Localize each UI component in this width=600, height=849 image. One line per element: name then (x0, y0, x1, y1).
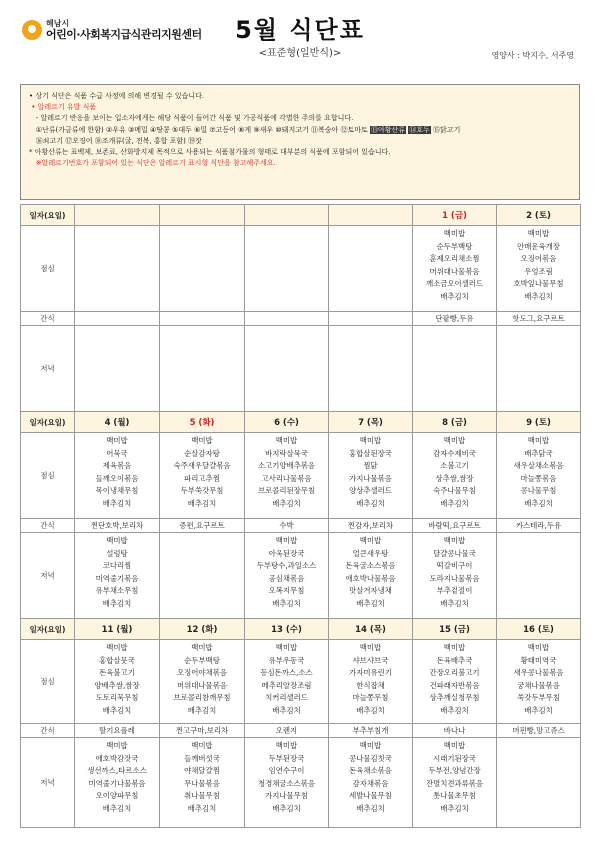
menu-item: 배추김치 (440, 705, 469, 715)
menu-item: 바지락살묵국 (265, 448, 308, 458)
menu-item: 상추깨실청무침 (429, 693, 480, 703)
menu-item: 제육볶음 (102, 461, 132, 471)
snack-label: 간식 (21, 312, 75, 326)
menu-item: 배추김치 (187, 803, 217, 813)
menu-item: 배추김치 (272, 598, 301, 608)
menu-item: 샤브샤브국 (352, 655, 389, 665)
menu-item: 브로콜리참깨무침 (173, 693, 231, 703)
menu-item: 미역줄기볶음 (95, 573, 139, 583)
menu-item: 배추김치 (356, 803, 385, 813)
lunch-menu-cell (160, 640, 245, 724)
dinner-menu-cell (75, 533, 160, 619)
menu-item: 무나물볶음 (184, 778, 220, 788)
snack-menu-cell: 찐고구마,보리차 (160, 724, 245, 738)
menu-item: 도라지나물볶음 (429, 573, 480, 583)
menu-item: 돈육채소볶음 (349, 766, 392, 776)
menu-item: 잔멸치견과류볶음 (425, 778, 484, 788)
menu-item: 떡갈비구이 (436, 561, 473, 571)
menu-item: 한식잡채 (356, 680, 385, 690)
menu-item: 찜닭 (363, 461, 378, 471)
snack-row (21, 312, 581, 326)
lunch-menu-cell (245, 226, 329, 312)
lunch-menu-cell (497, 433, 581, 519)
menu-item: 감자채볶음 (352, 778, 389, 788)
dinner-menu-cell (413, 326, 497, 412)
dinner-menu-cell (245, 533, 329, 619)
menu-item: 숙주새우달걀볶음 (173, 461, 231, 471)
snack-menu-cell: 찐감자,보리차 (329, 519, 413, 533)
menu-item: 맛살겨자냉채 (349, 586, 392, 596)
dinner-menu-cell (160, 326, 245, 412)
page-header (0, 0, 600, 70)
menu-table (20, 204, 581, 828)
day-header: 2 (토) (497, 205, 581, 226)
menu-item: 고사리나물볶음 (261, 473, 312, 483)
menu-item: 감자수제비국 (433, 448, 476, 458)
snack-menu-cell: 머핀빵,망고쥬스 (497, 724, 581, 738)
menu-item: 백미밥 (359, 436, 382, 445)
lunch-menu-cell (160, 226, 245, 312)
menu-item: 새우콩나물볶음 (513, 668, 564, 678)
menu-item: 배추김치 (440, 598, 469, 608)
dinner-menu-cell (329, 738, 413, 828)
menu-item: 가지나물볶음 (349, 473, 392, 483)
day-header: 13 (수) (245, 619, 329, 640)
menu-item: 백미밥 (527, 643, 550, 652)
menu-item: 두부된장국 (268, 753, 305, 763)
lunch-row (21, 433, 581, 519)
notice-allergen-list-2: ⑯쇠고기 ⑰오징어 ⑱조개류(굴, 전복, 홍합 포함) ⑲잣 (35, 136, 202, 145)
menu-item: 마늘쫑볶음 (520, 473, 557, 483)
menu-item: 등심돈까스,소스 (260, 668, 313, 678)
lunch-menu-cell (413, 640, 497, 724)
menu-item: 홍합살된장국 (349, 448, 392, 458)
snack-row (21, 724, 581, 738)
menu-item: 오복지무침 (268, 586, 305, 596)
menu-item: 오이양파무침 (95, 791, 139, 801)
menu-item: 배추김치 (272, 705, 301, 715)
menu-item: 콩나물김칫국 (349, 753, 392, 763)
menu-item: 백미밥 (191, 643, 213, 652)
lunch-menu-cell (329, 433, 413, 519)
dinner-menu-cell (497, 326, 581, 412)
lunch-menu-cell (160, 433, 245, 519)
menu-item: 배추김치 (102, 498, 132, 508)
day-header: 7 (목) (329, 412, 413, 433)
snack-menu-cell: 수박 (245, 519, 329, 533)
snack-menu-cell (160, 312, 245, 326)
menu-item: 배추김치 (102, 598, 132, 608)
snack-menu-cell: 딸기요플레 (75, 724, 160, 738)
lunch-menu-cell (245, 433, 329, 519)
menu-item: 백미밥 (106, 536, 128, 545)
menu-item: 양상추샐러드 (349, 486, 392, 496)
menu-item: 황태미역국 (520, 655, 557, 665)
menu-item: 백미밥 (443, 741, 466, 750)
menu-item: 백미밥 (527, 229, 550, 238)
notice-line-allergy-title: • 알레르기 유발 식품 (29, 103, 97, 112)
snack-row (21, 519, 581, 533)
menu-item: 백미밥 (359, 741, 382, 750)
notice-line-sulfite: * 아황산류는 표백제, 보존료, 산화방지제 목적으로 사용되는 식품첨가물의 형태로 대부분의 식품에 포함되어 있습니다. (29, 148, 391, 157)
dinner-row (21, 326, 581, 412)
logo-region: 해남시 (46, 19, 70, 28)
menu-item: 호박잎나물무침 (513, 279, 564, 289)
date-column-label: 일자(요일) (21, 412, 75, 433)
lunch-menu-cell (413, 226, 497, 312)
menu-item: 소고기양배추볶음 (257, 461, 316, 471)
dinner-menu-cell (413, 533, 497, 619)
dinner-label: 저녁 (21, 533, 75, 619)
lunch-menu-cell (75, 433, 160, 519)
menu-item: 배추김치 (187, 705, 217, 715)
menu-item: 톳나물초무침 (433, 791, 476, 801)
day-header: 11 (월) (75, 619, 160, 640)
dinner-menu-cell (245, 738, 329, 828)
day-header: 1 (금) (413, 205, 497, 226)
menu-item: 설렁탕 (106, 548, 128, 558)
menu-item: 두부쑥갓무침 (180, 486, 224, 496)
menu-item: 치커리샐러드 (265, 693, 308, 703)
logo-center-name: 어린이·사회복지급식관리지원센터 (46, 27, 202, 41)
notice-line-change: • 상기 식단은 식품 수급 사정에 의해 변경될 수 있습니다. (29, 92, 205, 100)
menu-item: 백미밥 (443, 436, 466, 445)
dinner-menu-cell (329, 533, 413, 619)
menu-item: 브로콜리된장무침 (257, 486, 316, 496)
menu-item: 오징어야채볶음 (177, 668, 227, 678)
snack-label: 간식 (21, 724, 75, 738)
menu-item: 애호박감잣국 (95, 753, 139, 763)
menu-item: 안매운육개장 (517, 241, 560, 251)
menu-item: 순두부백탕 (436, 241, 473, 251)
notice-box (20, 84, 580, 200)
menu-item: 마늘쫑무침 (352, 693, 389, 703)
menu-item: 백미밥 (275, 741, 298, 750)
day-header: 4 (월) (75, 412, 160, 433)
snack-menu-cell: 오렌지 (245, 724, 329, 738)
menu-item: 배추김치 (102, 803, 132, 813)
lunch-menu-cell (497, 640, 581, 724)
menu-item: 배추김치 (356, 705, 385, 715)
day-header: 12 (화) (160, 619, 245, 640)
snack-menu-cell: 부추부침개 (329, 724, 413, 738)
menu-item: 백미밥 (106, 436, 128, 445)
menu-item: 돈육배추국 (436, 655, 473, 665)
day-header (160, 205, 245, 226)
day-header: 16 (토) (497, 619, 581, 640)
menu-item: 메추리알장조림 (261, 680, 312, 690)
snack-menu-cell (245, 312, 329, 326)
date-column-label: 일자(요일) (21, 619, 75, 640)
menu-item: 머위대나물볶음 (177, 680, 227, 690)
menu-item: 아욱된장국 (268, 548, 305, 558)
menu-item: 백미밥 (191, 741, 213, 750)
lunch-menu-cell (413, 433, 497, 519)
page-subtitle: <표준형(일반식)> (258, 48, 342, 59)
dinner-label: 저녁 (21, 738, 75, 828)
lunch-row (21, 640, 581, 724)
menu-item: 백미밥 (106, 643, 128, 652)
menu-item: 훈제오리채소찜 (429, 254, 480, 264)
menu-item: 임연수구이 (268, 766, 305, 776)
menu-item: 새우살채소볶음 (513, 461, 564, 471)
menu-item: 배추김치 (187, 498, 217, 508)
menu-item: 코다리찜 (102, 561, 132, 571)
menu-item: 백미밥 (443, 643, 466, 652)
menu-item: 배추닭국 (524, 448, 553, 458)
day-header (245, 205, 329, 226)
lunch-menu-cell (329, 640, 413, 724)
menu-item: 궁채나물볶음 (517, 680, 560, 690)
menu-item: 들깨버섯국 (184, 753, 220, 763)
menu-item: 배추김치 (272, 498, 301, 508)
lunch-menu-cell (75, 640, 160, 724)
lunch-menu-cell (75, 226, 160, 312)
dinner-menu-cell (75, 326, 160, 412)
menu-item: 백미밥 (106, 741, 128, 750)
dietitian-credit: 영양사 : 박지수, 서주영 (491, 51, 574, 60)
dinner-menu-cell (160, 738, 245, 828)
menu-item: 가지나물무침 (265, 791, 308, 801)
day-header: 5 (화) (160, 412, 245, 433)
lunch-label: 점심 (21, 226, 75, 312)
dinner-menu-cell (413, 738, 497, 828)
menu-item: 양배추쌈,쌈장 (94, 680, 140, 690)
menu-item: 쑥갓두부무침 (517, 693, 560, 703)
menu-item: 배추김치 (440, 498, 469, 508)
lunch-label: 점심 (21, 433, 75, 519)
menu-item: 배추김치 (356, 598, 385, 608)
dinner-menu-cell (497, 533, 581, 619)
menu-item: 간장오리불고기 (429, 668, 480, 678)
menu-item: 배추김치 (524, 498, 553, 508)
day-header: 14 (목) (329, 619, 413, 640)
menu-item: 생선까스,타르소스 (87, 766, 147, 776)
menu-item: 순두부백탕 (184, 655, 220, 665)
menu-item: 백미밥 (275, 643, 298, 652)
menu-item: 백미밥 (443, 536, 466, 545)
menu-item: 유부우동국 (268, 655, 305, 665)
snack-menu-cell: 증편,요구르트 (160, 519, 245, 533)
snack-label: 간식 (21, 519, 75, 533)
menu-item: 야채달걀찜 (184, 766, 220, 776)
day-header: 15 (금) (413, 619, 497, 640)
date-column-label: 일자(요일) (21, 205, 75, 226)
notice-line-allergy-caution: - 알레르기 반응을 보이는 입소자에게는 해당 식품이 들어간 식품 및 가공식품에 각별한 주의를 요합니다. (29, 114, 354, 123)
menu-item: 두부탕수,과일소스 (256, 561, 317, 571)
dinner-row (21, 738, 581, 828)
menu-item: 배추김치 (272, 803, 301, 813)
lunch-row (21, 226, 581, 312)
snack-menu-cell: 핫도그,요구르트 (497, 312, 581, 326)
dinner-menu-cell (245, 326, 329, 412)
day-header: 8 (금) (413, 412, 497, 433)
menu-item: 백미밥 (359, 643, 382, 652)
day-header (329, 205, 413, 226)
menu-item: 배추김치 (102, 705, 132, 715)
dinner-menu-cell (160, 533, 245, 619)
menu-item: 백미밥 (191, 436, 213, 445)
menu-item: 홍합살뭇국 (99, 655, 135, 665)
menu-item: 건파래자반볶음 (429, 680, 480, 690)
menu-item: 깨소금오이샐러드 (425, 279, 484, 289)
snack-menu-cell: 바람떡,요구르트 (413, 519, 497, 533)
menu-item: 부추겉절이 (436, 586, 473, 596)
menu-item: 가자미유린기 (349, 668, 392, 678)
day-header (75, 205, 160, 226)
menu-item: 세발나물무침 (349, 791, 392, 801)
menu-item: 돈육불고기 (99, 668, 135, 678)
dinner-menu-cell (497, 738, 581, 828)
menu-item: 머위대나물볶음 (429, 266, 480, 276)
snack-menu-cell: 찐단호박,보리차 (75, 519, 160, 533)
menu-item: 돈육굴소스볶음 (345, 561, 396, 571)
menu-item: 파리고추찜 (184, 473, 220, 483)
dinner-row (21, 533, 581, 619)
menu-item: 얼큰새우탕 (352, 548, 389, 558)
menu-item: 청경채굴소스볶음 (257, 778, 316, 788)
menu-item: 백미밥 (275, 436, 298, 445)
menu-item: 미역줄기나물볶음 (88, 778, 146, 788)
snack-menu-cell (75, 312, 160, 326)
snack-menu-cell (329, 312, 413, 326)
menu-item: 백미밥 (275, 536, 298, 545)
menu-item: 어묵국 (106, 448, 128, 458)
menu-item: 백미밥 (443, 229, 466, 238)
menu-item: 유부채소무침 (95, 586, 139, 596)
menu-item: 순살감자탕 (184, 448, 220, 458)
notice-line-reference: ※알레르기번호가 포함되어 있는 식단은 알레르기 표시형 식단을 참고해주세요. (35, 159, 276, 168)
date-header-row (21, 412, 581, 433)
menu-item: 백미밥 (359, 536, 382, 545)
day-header: 9 (토) (497, 412, 581, 433)
menu-item: 공심채볶음 (268, 573, 305, 583)
menu-item: 도토리묵무침 (95, 693, 139, 703)
menu-item: 상추쌈,쌈장 (435, 473, 474, 483)
menu-item: 배추김치 (524, 291, 553, 301)
dinner-menu-cell (75, 738, 160, 828)
menu-item: 두부전,양념간장 (428, 766, 481, 776)
menu-item: 취나물무침 (184, 791, 220, 801)
menu-item: 오징어볶음 (520, 254, 557, 264)
day-header: 6 (수) (245, 412, 329, 433)
lunch-menu-cell (245, 640, 329, 724)
menu-item: 배추김치 (440, 803, 469, 813)
page-title: 5월 식단표 (235, 16, 365, 44)
dinner-label: 저녁 (21, 326, 75, 412)
menu-item: 목이냉채무침 (95, 486, 139, 496)
menu-item: 배추김치 (524, 705, 553, 715)
snack-menu-cell: 단팥빵,두유 (413, 312, 497, 326)
menu-item: 백미밥 (527, 436, 550, 445)
menu-item: 애호박나물볶음 (345, 573, 396, 583)
menu-item: 달걀콩나물국 (433, 548, 476, 558)
lunch-label: 점심 (21, 640, 75, 724)
menu-item: 시래기된장국 (433, 753, 476, 763)
menu-item: 배추김치 (356, 498, 385, 508)
dinner-menu-cell (329, 326, 413, 412)
date-header-row (21, 619, 581, 640)
menu-item: 소불고기 (440, 461, 469, 471)
menu-item: 들깨오이볶음 (95, 473, 139, 483)
snack-menu-cell: 바나나 (413, 724, 497, 738)
menu-item: 콩나물무침 (520, 486, 557, 496)
menu-item: 배추김치 (440, 291, 469, 301)
notice-allergen-list: ①난류(가금류에 한함) ②우유 ③메밀 ④땅콩 ⑤대두 ⑥밀 ⑦고등어 ⑧게 ⑨새우 ⑩돼지고기 ⑪복숭아 ⑫토마토 ⑬아황산류 ⑭호두 ⑮닭고기 (35, 125, 461, 134)
lunch-menu-cell (497, 226, 581, 312)
lunch-menu-cell (329, 226, 413, 312)
menu-item: 숙주나물무침 (433, 486, 476, 496)
menu-item: 우엉조림 (524, 266, 553, 276)
date-header-row (21, 205, 581, 226)
snack-menu-cell: 카스테라,두유 (497, 519, 581, 533)
